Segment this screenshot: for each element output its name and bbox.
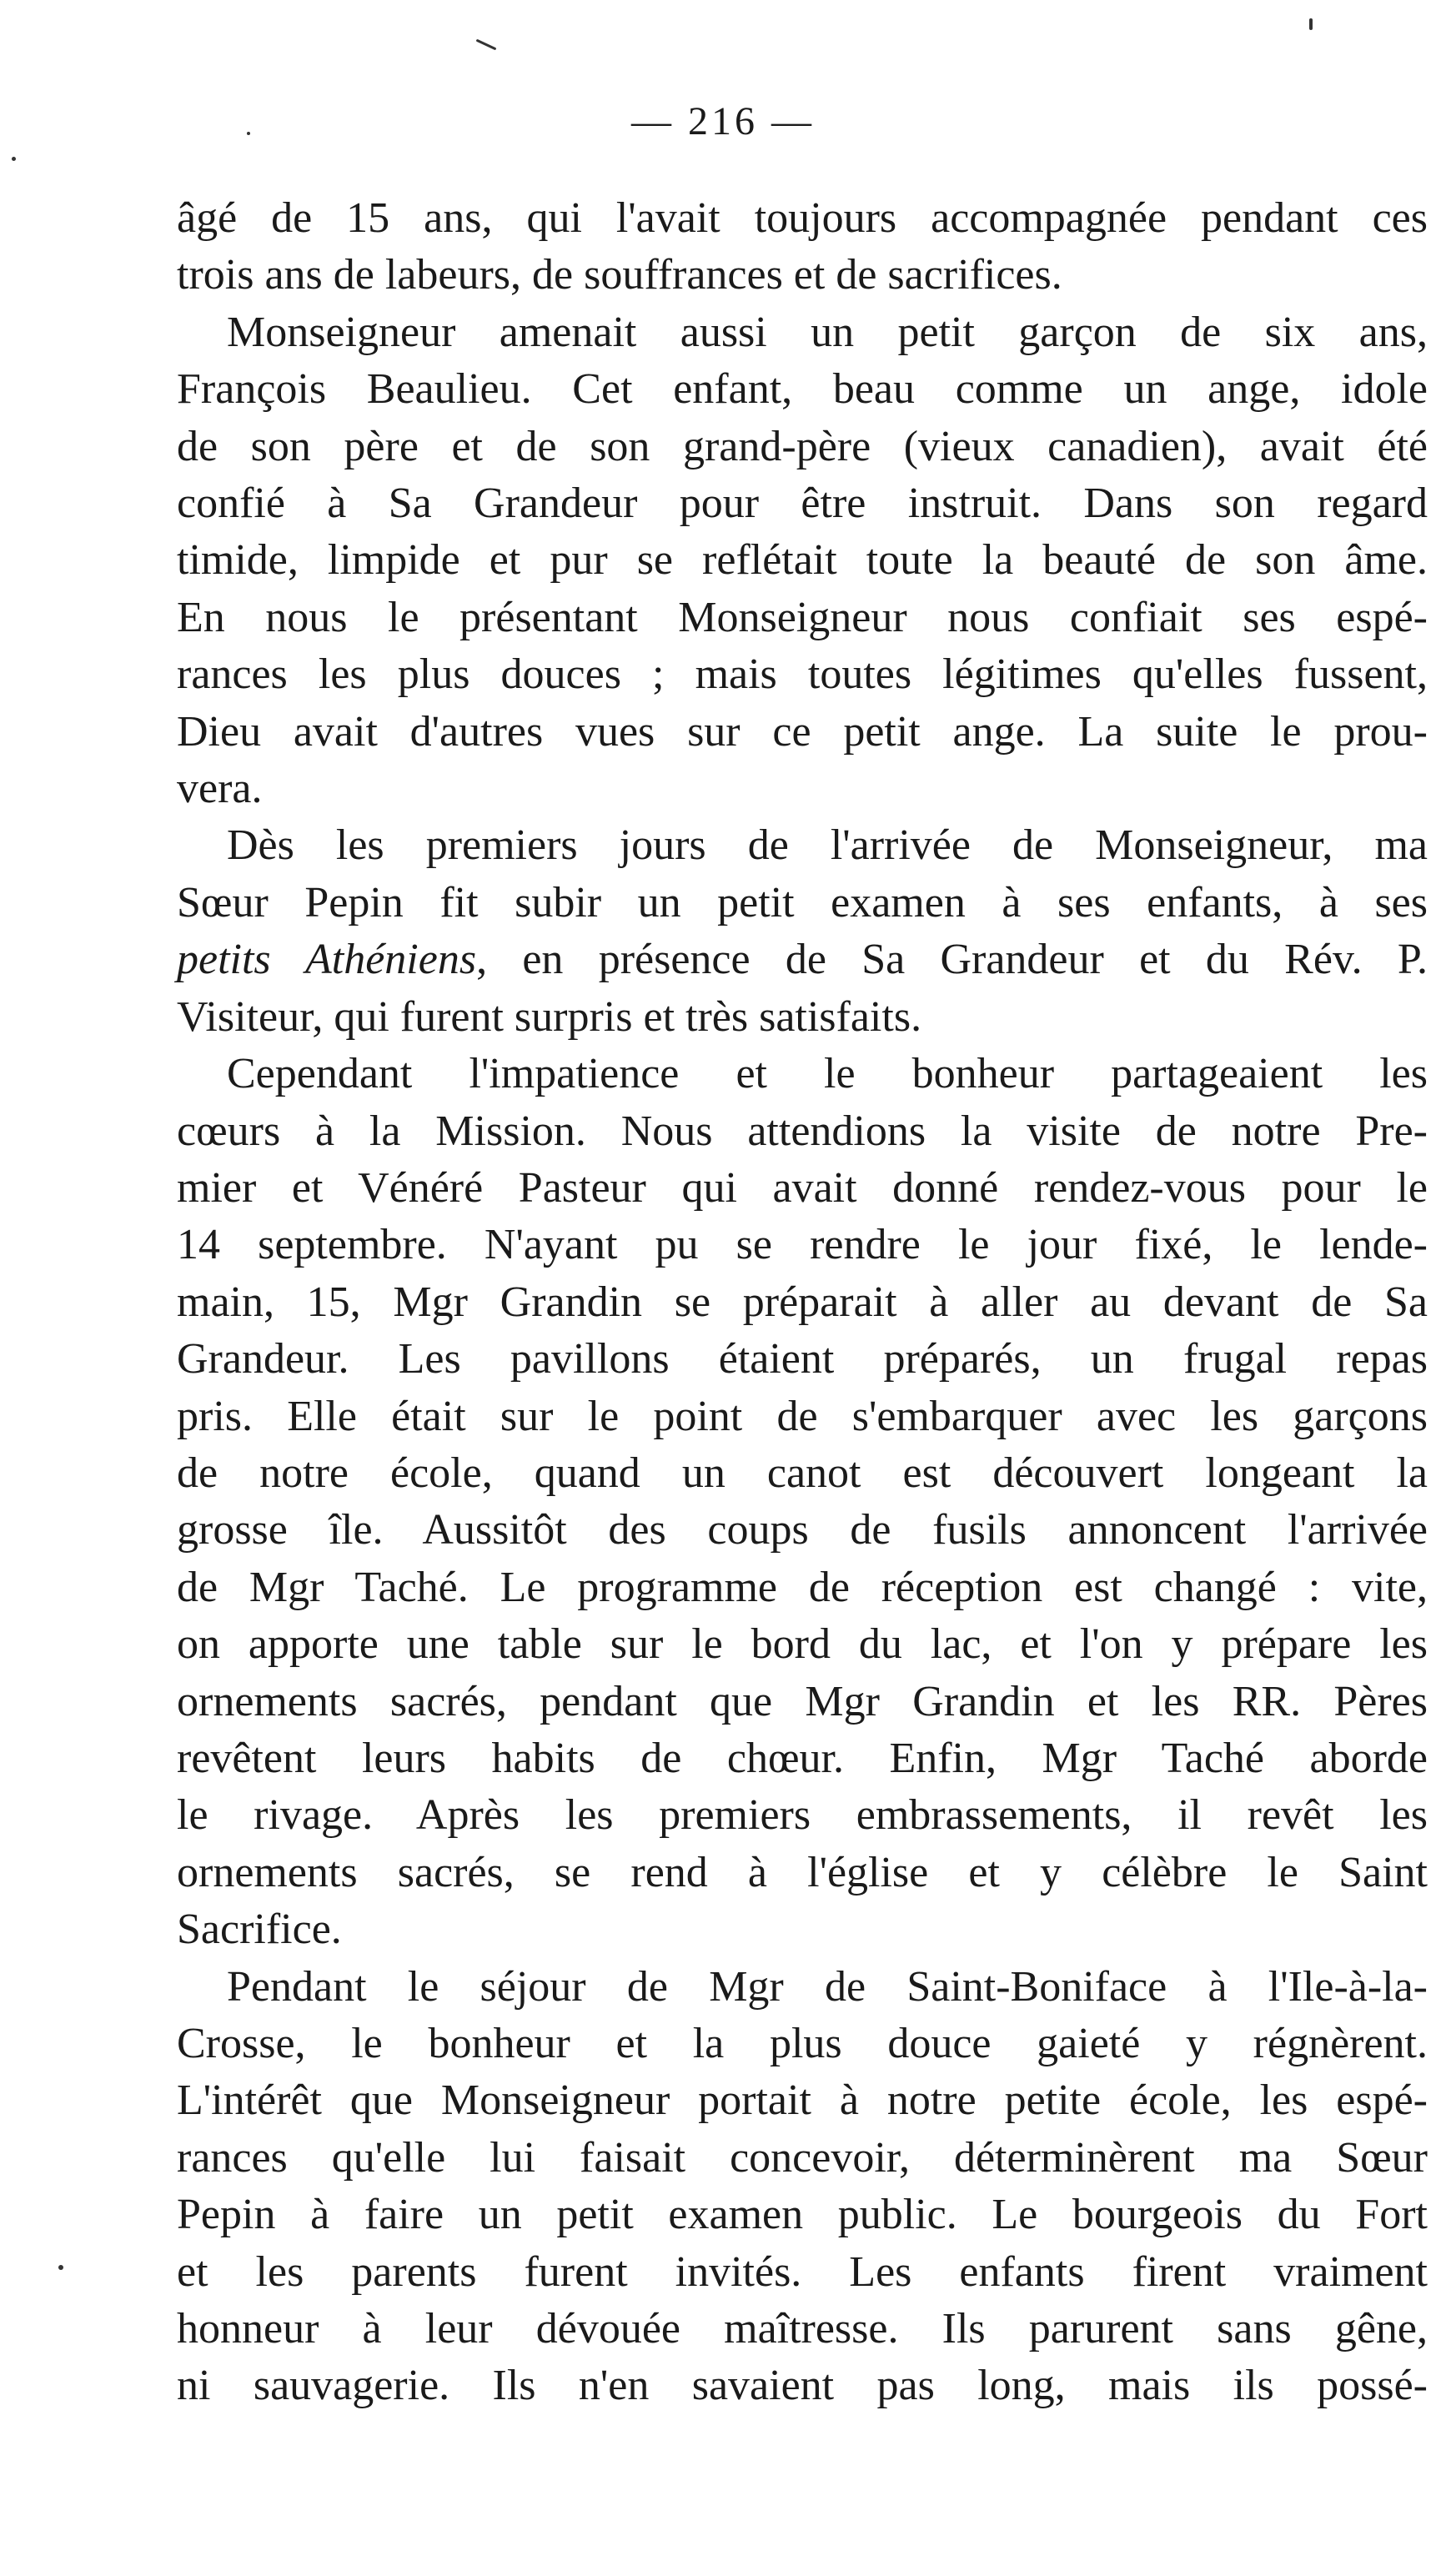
text-line: rances les plus douces ; mais toutes légitimes qu'elles fussent, bbox=[177, 650, 1428, 699]
text-line italic-line bbox=[177, 931, 1428, 988]
text-line-rest: , en présence de Sa Grandeur et du Rév. P. bbox=[476, 936, 1428, 984]
text-line: vera. bbox=[177, 765, 263, 813]
text-line: Visiteur, qui furent surpris et très satisfaits. bbox=[177, 992, 922, 1041]
text-line: de notre école, quand un canot est découvert longeant la bbox=[177, 1449, 1428, 1497]
text-line: cœurs à la Mission. Nous attendions la visite de notre Pre- bbox=[177, 1107, 1428, 1155]
text-line: mier et Vénéré Pasteur qui avait donné rendez-vous pour le bbox=[177, 1163, 1428, 1212]
paragraph bbox=[177, 1959, 1428, 2415]
text-line: rances qu'elle lui faisait concevoir, déterminèrent ma Sœur bbox=[177, 2133, 1428, 2182]
text-line: revêtent leurs habits de chœur. Enfin, Mgr Taché aborde bbox=[177, 1734, 1428, 1782]
text-line: pris. Elle était sur le point de s'embarquer avec les garçons bbox=[177, 1392, 1428, 1440]
text-line: Cependant l'impatience et le bonheur partageaient les bbox=[227, 1050, 1428, 1098]
paragraph bbox=[177, 817, 1428, 1046]
text-line: Dès les premiers jours de l'arrivée de Monseigneur, ma bbox=[227, 821, 1428, 870]
text-line: grosse île. Aussitôt des coups de fusils annoncent l'arrivée bbox=[177, 1506, 1428, 1554]
text-line: timide, limpide et pur se reflétait toute la beauté de son âme. bbox=[177, 536, 1428, 585]
text-line: Monseigneur amenait aussi un petit garçon de six ans, bbox=[227, 308, 1428, 356]
body-text bbox=[177, 190, 1428, 2415]
print-speck bbox=[58, 2265, 63, 2270]
text-line: Pendant le séjour de Mgr de Saint-Boniface à l'Ile-à-la- bbox=[227, 1962, 1428, 2011]
text-line: François Beaulieu. Cet enfant, beau comme un ange, idole bbox=[177, 365, 1428, 414]
text-line: En nous le présentant Monseigneur nous confiait ses espé- bbox=[177, 593, 1428, 641]
text-line: honneur à leur dévouée maîtresse. Ils parurent sans gêne, bbox=[177, 2305, 1428, 2353]
text-line: main, 15, Mgr Grandin se préparait à aller au devant de Sa bbox=[177, 1278, 1428, 1326]
text-line: Dieu avait d'autres vues sur ce petit ange. La suite le prou- bbox=[177, 707, 1428, 756]
text-line: âgé de 15 ans, qui l'avait toujours accompagnée pendant ces bbox=[177, 194, 1428, 242]
text-line: et les parents furent invités. Les enfants firent vraiment bbox=[177, 2247, 1428, 2296]
text-line: 14 septembre. N'ayant pu se rendre le jour fixé, le lende- bbox=[177, 1221, 1428, 1269]
text-line: L'intérêt que Monseigneur portait à notre petite école, les espé- bbox=[177, 2076, 1428, 2125]
text-line: ni sauvagerie. Ils n'en savaient pas long, mais ils possé- bbox=[177, 2362, 1428, 2410]
paragraph bbox=[177, 1046, 1428, 1959]
text-line: Pepin à faire un petit examen public. Le bourgeois du Fort bbox=[177, 2191, 1428, 2239]
text-line: ornements sacrés, pendant que Mgr Grandin et les RR. Pères bbox=[177, 1677, 1428, 1725]
text-line: le rivage. Après les premiers embrassements, il revêt les bbox=[177, 1791, 1428, 1840]
text-line: Grandeur. Les pavillons étaient préparés, un frugal repas bbox=[177, 1335, 1428, 1383]
text-line: ornements sacrés, se rend à l'église et y célèbre le Saint bbox=[177, 1848, 1428, 1896]
paragraph bbox=[177, 190, 1428, 304]
print-speck bbox=[12, 157, 16, 161]
text-line: de Mgr Taché. Le programme de réception est changé : vite, bbox=[177, 1563, 1428, 1611]
text-line: Sacrifice. bbox=[177, 1906, 342, 1954]
italic-phrase: petits Athéniens bbox=[177, 936, 477, 984]
print-speck bbox=[1309, 18, 1313, 30]
paragraph bbox=[177, 304, 1428, 818]
text-line: de son père et de son grand-père (vieux canadien), avait été bbox=[177, 422, 1428, 470]
page-number: — 216 — bbox=[631, 99, 815, 143]
text-line: confié à Sa Grandeur pour être instruit. Dans son regard bbox=[177, 480, 1428, 528]
text-line: Crosse, le bonheur et la plus douce gaieté y régnèrent. bbox=[177, 2020, 1428, 2067]
text-line: Sœur Pepin fit subir un petit examen à ses enfants, à ses bbox=[177, 878, 1428, 926]
print-speck bbox=[476, 39, 497, 51]
text-line: on apporte une table sur le bord du lac, et l'on y prépare les bbox=[177, 1620, 1428, 1669]
text-line: trois ans de labeurs, de souffrances et de sacrifices. bbox=[177, 251, 1062, 299]
